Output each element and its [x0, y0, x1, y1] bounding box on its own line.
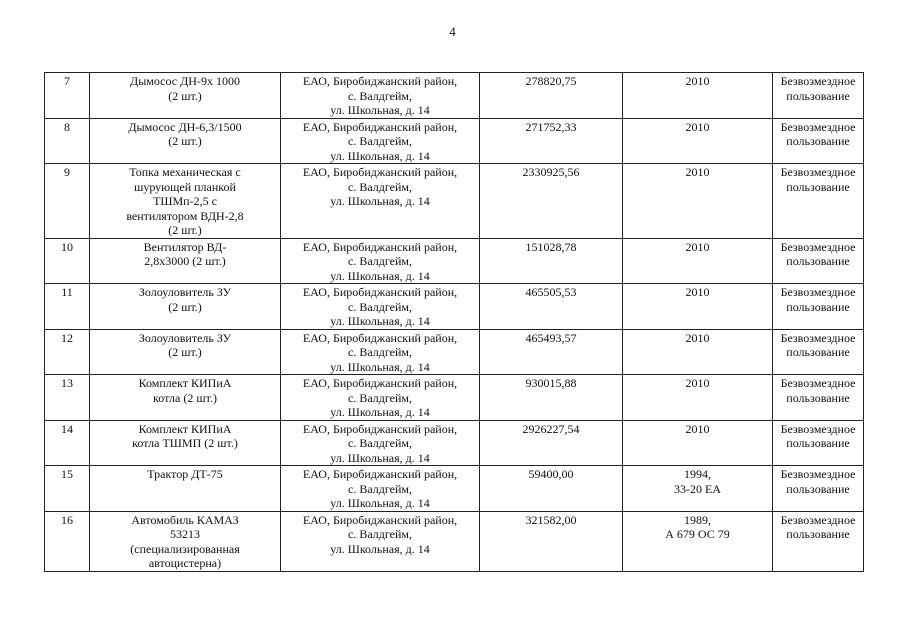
name-line: ТШМп-2,5 с: [153, 194, 217, 208]
status-line: Безвозмездное: [780, 467, 856, 481]
name-line: Трактор ДТ-75: [147, 467, 223, 481]
name-line: Комплект КИПиА: [138, 421, 232, 436]
table-row: [45, 466, 864, 512]
address-line: ул. Школьная, д. 14: [330, 541, 430, 556]
address-cell: [281, 511, 480, 571]
name-line: Вентилятор ВД-: [143, 239, 227, 254]
address-cell: [281, 284, 480, 330]
address-line: с. Валдгейм,: [348, 299, 412, 314]
page-number: 4: [449, 24, 456, 39]
name-line: (2 шт.): [168, 223, 202, 237]
name-line: шурующей планкой: [134, 179, 236, 194]
year-cell: [623, 375, 773, 421]
address-line: ул. Школьная, д. 14: [330, 359, 430, 374]
table-row: [45, 73, 864, 119]
item-name-cell: [90, 420, 281, 466]
property-table: [44, 72, 864, 572]
name-line: (2 шт.): [168, 88, 202, 103]
cost-cell: 271752,33: [480, 118, 623, 164]
name-line: 2,8х3000 (2 шт.): [144, 254, 226, 268]
row-number-cell: 9: [45, 164, 90, 239]
table-row: [45, 164, 864, 239]
usage-status-cell: [773, 375, 864, 421]
status-line: пользование: [786, 179, 850, 194]
address-line: ЕАО, Биробиджанский район,: [302, 467, 458, 481]
usage-status-cell: [773, 511, 864, 571]
status-line: Безвозмездное: [780, 165, 856, 179]
status-line: Безвозмездное: [780, 119, 856, 134]
row-number-cell: 7: [45, 73, 90, 119]
cost-cell: 59400,00: [480, 466, 623, 512]
status-line: Безвозмездное: [780, 421, 856, 436]
year-cell: [623, 164, 773, 239]
address-line: с. Валдгейм,: [348, 436, 412, 450]
address-cell: [281, 466, 480, 512]
address-line: ЕАО, Биробиджанский район,: [302, 376, 458, 390]
address-cell: [281, 375, 480, 421]
usage-status-cell: [773, 466, 864, 512]
year-line: 1989,: [684, 512, 711, 527]
status-line: пользование: [786, 299, 850, 314]
item-name-cell: [90, 329, 281, 375]
table-row: [45, 375, 864, 421]
usage-status-cell: [773, 420, 864, 466]
year-cell: [623, 238, 773, 284]
status-line: Безвозмездное: [780, 239, 856, 254]
year-cell: [623, 466, 773, 512]
address-line: ЕАО, Биробиджанский район,: [302, 421, 458, 436]
cost-cell: 465493,57: [480, 329, 623, 375]
name-line: (2 шт.): [168, 299, 202, 314]
address-line: с. Валдгейм,: [348, 254, 412, 268]
item-name-cell: [90, 73, 281, 119]
address-line: ул. Школьная, д. 14: [330, 405, 430, 419]
status-line: Безвозмездное: [780, 376, 856, 390]
address-line: ул. Школьная, д. 14: [330, 268, 430, 283]
usage-status-cell: [773, 238, 864, 284]
cost-cell: 151028,78: [480, 238, 623, 284]
address-cell: [281, 73, 480, 119]
year-line: 2010: [685, 165, 710, 179]
status-line: пользование: [786, 345, 850, 359]
name-line: (специализированная: [130, 541, 240, 556]
item-name-cell: [90, 511, 281, 571]
usage-status-cell: [773, 284, 864, 330]
table-row: [45, 511, 864, 571]
row-number-cell: 13: [45, 375, 90, 421]
year-cell: [623, 511, 773, 571]
address-cell: [281, 420, 480, 466]
item-name-cell: [90, 284, 281, 330]
year-line: 2010: [685, 330, 710, 345]
year-line: 1994,: [684, 467, 711, 481]
cost-cell: 2926227,54: [480, 420, 623, 466]
table-row: [45, 284, 864, 330]
address-line: с. Валдгейм,: [348, 527, 412, 541]
name-line: автоцистерна): [148, 556, 222, 570]
cost-cell: 321582,00: [480, 511, 623, 571]
status-line: пользование: [786, 481, 850, 496]
year-cell: [623, 118, 773, 164]
usage-status-cell: [773, 118, 864, 164]
year-line: 2010: [685, 239, 710, 254]
usage-status-cell: [773, 73, 864, 119]
address-line: с. Валдгейм,: [348, 481, 412, 496]
usage-status-cell: [773, 164, 864, 239]
address-line: ул. Школьная, д. 14: [330, 194, 430, 208]
name-line: Дымосос ДН-9х 1000: [130, 74, 240, 88]
status-line: Безвозмездное: [780, 512, 856, 527]
year-cell: [623, 329, 773, 375]
row-number-cell: 15: [45, 466, 90, 512]
row-number-cell: 12: [45, 329, 90, 375]
name-line: Комплект КИПиА: [138, 376, 232, 390]
status-line: Безвозмездное: [780, 74, 856, 88]
item-name-cell: [90, 118, 281, 164]
address-line: ул. Школьная, д. 14: [330, 148, 430, 163]
address-line: ул. Школьная, д. 14: [330, 314, 430, 328]
address-line: ЕАО, Биробиджанский район,: [302, 119, 458, 134]
address-cell: [281, 118, 480, 164]
name-line: Автомобиль КАМАЗ: [131, 512, 239, 527]
cost-cell: 930015,88: [480, 375, 623, 421]
table-row: [45, 329, 864, 375]
name-line: 53213: [170, 527, 200, 541]
table-row: [45, 238, 864, 284]
address-line: с. Валдгейм,: [348, 88, 412, 103]
year-line: А 679 ОС 79: [665, 527, 730, 541]
name-line: (2 шт.): [168, 134, 202, 148]
status-line: пользование: [786, 88, 850, 103]
row-number-cell: 14: [45, 420, 90, 466]
name-line: Топка механическая с: [129, 165, 241, 179]
address-line: с. Валдгейм,: [348, 390, 412, 405]
status-line: Безвозмездное: [780, 285, 856, 299]
cost-cell: 2330925,56: [480, 164, 623, 239]
address-line: ЕАО, Биробиджанский район,: [302, 165, 458, 179]
address-line: ЕАО, Биробиджанский район,: [302, 74, 458, 88]
status-line: пользование: [786, 436, 850, 450]
address-line: ЕАО, Биробиджанский район,: [302, 239, 458, 254]
status-line: Безвозмездное: [780, 330, 856, 345]
address-line: с. Валдгейм,: [348, 345, 412, 359]
cost-cell: 278820,75: [480, 73, 623, 119]
address-cell: [281, 329, 480, 375]
status-line: пользование: [786, 527, 850, 541]
name-line: Золоуловитель ЗУ: [138, 330, 232, 345]
row-number-cell: 10: [45, 238, 90, 284]
year-line: 33-20 ЕА: [674, 481, 721, 496]
address-line: с. Валдгейм,: [348, 134, 412, 148]
item-name-cell: [90, 238, 281, 284]
address-cell: [281, 238, 480, 284]
name-line: (2 шт.): [168, 345, 202, 359]
table-row: [45, 118, 864, 164]
status-line: пользование: [786, 134, 850, 148]
item-name-cell: [90, 466, 281, 512]
row-number-cell: 8: [45, 118, 90, 164]
year-line: 2010: [685, 285, 710, 299]
name-line: котла ТШМП (2 шт.): [132, 436, 238, 450]
year-cell: [623, 420, 773, 466]
year-line: 2010: [685, 376, 710, 390]
cost-cell: 465505,53: [480, 284, 623, 330]
address-line: с. Валдгейм,: [348, 179, 412, 194]
status-line: пользование: [786, 254, 850, 268]
name-line: котла (2 шт.): [153, 390, 217, 405]
address-line: ул. Школьная, д. 14: [330, 450, 430, 465]
address-line: ЕАО, Биробиджанский район,: [302, 330, 458, 345]
address-line: ул. Школьная, д. 14: [330, 103, 430, 117]
status-line: пользование: [786, 390, 850, 405]
property-table-body: [45, 73, 864, 572]
address-line: ЕАО, Биробиджанский район,: [302, 512, 458, 527]
usage-status-cell: [773, 329, 864, 375]
item-name-cell: [90, 375, 281, 421]
row-number-cell: 11: [45, 284, 90, 330]
year-line: 2010: [685, 421, 710, 436]
item-name-cell: [90, 164, 281, 239]
row-number-cell: 16: [45, 511, 90, 571]
year-line: 2010: [685, 74, 710, 88]
name-line: Золоуловитель ЗУ: [138, 285, 232, 299]
name-line: Дымосос ДН-6,3/1500: [128, 119, 242, 134]
address-cell: [281, 164, 480, 239]
year-cell: [623, 73, 773, 119]
year-cell: [623, 284, 773, 330]
name-line: вентилятором ВДН-2,8: [126, 208, 244, 223]
address-line: ЕАО, Биробиджанский район,: [302, 285, 458, 299]
year-line: 2010: [685, 119, 710, 134]
table-row: [45, 420, 864, 466]
address-line: ул. Школьная, д. 14: [330, 496, 430, 510]
